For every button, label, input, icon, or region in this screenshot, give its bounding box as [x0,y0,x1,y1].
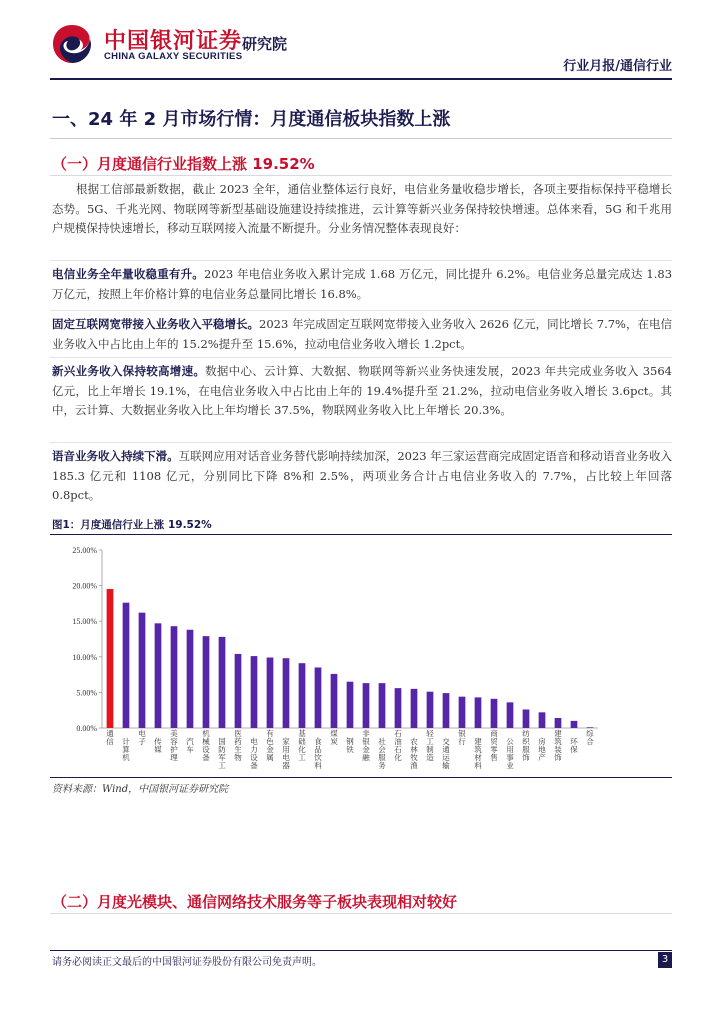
institute-label: 研究院 [242,35,288,53]
bar [507,702,514,728]
x-tick-label: 银行 [458,729,466,746]
body-paragraph [52,447,672,506]
x-tick-label: 农林牧渔 [410,737,418,770]
y-tick-label: 10.00% [72,652,97,662]
y-tick-label: 20.00% [72,581,97,591]
page-header [0,0,724,82]
x-tick-label: 社会服务 [378,737,386,770]
x-tick-label: 食品饮料 [314,737,322,770]
paragraph-divider [50,260,672,261]
body-paragraph [52,265,672,304]
bar [187,630,194,728]
paragraph-text: 2023 年完成固定互联网宽带接入业务收入 2626 亿元，同比增长 7.7%，在电信业务收入中占比由上年的 15.2%提升至 15.6%，拉动电信业务收入增长 1.2pct。 [52,317,672,351]
bar [155,623,162,728]
bar [523,709,530,728]
bar [203,636,210,728]
x-tick-label: 建筑材料 [474,737,482,770]
x-tick-label: 美容护理 [170,729,178,762]
paragraph-divider [50,357,672,358]
bar [443,693,450,728]
x-tick-label: 煤炭 [330,729,338,746]
bar [411,689,418,728]
report-category: 行业月报/通信行业 [563,59,672,74]
bar [475,697,482,728]
bar [587,727,594,728]
y-tick-label: 15.00% [72,617,97,627]
section-title: 一、24 年 2 月市场行情：月度通信板块指数上涨 [52,109,451,130]
bar [379,683,386,728]
bar [123,603,130,728]
footer-divider [50,950,672,951]
bar [107,589,114,728]
bar [219,637,226,728]
section-divider [50,138,672,139]
bar [331,674,338,728]
intro-paragraph: 根据工信部最新数据，截止 2023 全年，通信业整体运行良好，电信业务量收稳步增长，各项主要指标保持平稳增长态势。5G、千兆光网、物联网等新型基础设施建设持续推进，云计算等新兴业务保持较快增速。总体来看，5G 和千兆用户规模保持快速增长，移动互联网接入流量不断提升。分业务情况整体表现良好： [52,182,672,235]
y-tick-label: 0.00% [76,724,97,733]
x-tick-label: 建筑装饰 [554,729,562,762]
brand-name-cn: 中国银河证券 [104,29,243,54]
bar [571,721,578,728]
y-tick-label: 5.00% [76,688,97,698]
bar [139,613,146,728]
figure-top-rule [50,534,672,535]
subsection-title-1: （一）月度通信行业指数上涨 19.52% [52,155,315,173]
x-tick-label: 家用电器 [282,737,290,770]
bar [491,699,498,728]
industry-return-bar-chart [50,538,672,776]
source-note: 资料来源：Wind，中国银河证券研究院 [52,784,229,795]
x-tick-label: 石油石化 [394,729,402,762]
bar [267,658,274,728]
brand-name-en: CHINA GALAXY SECURITIES [104,51,243,62]
subsection-title-2: （二）月度光模块、通信网络技术服务等子板块表现相对较好 [52,893,458,911]
bar [395,688,402,728]
x-tick-label: 综合 [586,729,594,746]
paragraph-divider [50,442,672,443]
x-tick-label: 电子 [138,729,146,746]
x-tick-label: 通信 [106,729,114,746]
x-tick-label: 非银金融 [362,729,370,762]
subsection-divider-2 [50,913,672,914]
page-number: 3 [658,952,672,968]
header-divider [50,78,672,80]
figure-title: 图1：月度通信行业上涨 19.52% [52,519,212,531]
disclaimer-note: 请务必阅读正文最后的中国银河证券股份有限公司免责声明。 [52,957,322,968]
x-tick-label: 国防军工 [218,737,226,770]
x-tick-label: 公用事业 [506,737,514,770]
bar [283,658,290,728]
paragraph-lead: 新兴业务收入保持较高增速。 [52,364,206,378]
y-tick-label: 25.00% [72,546,97,555]
bar [363,683,370,728]
x-tick-label: 计算机 [122,737,130,762]
body-paragraph [52,315,672,354]
paragraph-lead: 语音业务收入持续下滑。 [52,449,179,463]
x-tick-label: 医药生物 [234,729,242,762]
bar [555,718,562,728]
x-tick-label: 汽车 [186,737,194,754]
x-tick-label: 基础化工 [298,729,306,762]
body-paragraph [52,362,672,421]
bar [171,626,178,728]
x-tick-label: 商贸零售 [490,729,498,762]
x-tick-label: 电力设备 [250,737,258,770]
paragraph-lead: 固定互联网宽带接入业务收入平稳增长。 [52,317,260,331]
figure-bottom-rule [50,777,672,778]
bar [251,656,258,728]
bar [315,667,322,728]
subsection-divider-1 [50,175,672,176]
bar [235,654,242,728]
x-tick-label: 环保 [570,737,578,754]
paragraph-divider [50,310,672,311]
x-tick-label: 有色金属 [266,729,274,762]
paragraph-text: 数据中心、云计算、大数据、物联网等新兴业务快速发展，2023 年共完成业务收入 3564 亿元，比上年增长 19.1%，在电信业务收入中占比由上年的 19.4%提升至 21.2%，拉动电信业务收入增长 3.6pct。其中，云计算、大数据业务收入比上年均增长 37.5%，物联网业务收入比上年增长 20.3%。 [52,364,672,417]
x-tick-label: 纺织服饰 [522,729,530,762]
x-tick-label: 房地产 [538,737,546,762]
bar [539,712,546,728]
paragraph-text: 2023 年电信业务收入累计完成 1.68 万亿元，同比提升 6.2%。电信业务总量完成达 1.83 万亿元，按照上年价格计算的电信业务总量同比增长 16.8%。 [52,267,673,301]
x-tick-label: 传媒 [154,737,162,754]
bar [459,697,466,728]
paragraph-lead: 电信业务全年量收稳重有升。 [52,267,204,281]
bar [299,663,306,728]
x-tick-label: 轻工制造 [426,729,434,762]
bar [427,692,434,728]
galaxy-logo-icon [50,22,94,66]
x-tick-label: 钢铁 [346,737,354,754]
x-tick-label: 机械设备 [202,729,210,762]
paragraph-text: 互联网应用对话音业务替代影响持续加深，2023 年三家运营商完成固定语音和移动语音业务收入 185.3 亿元和 1108 亿元，分别同比下降 8%和 2.5%，两项业务合计占电信业务收入的 7.7%，占比较上年回落 0.8pct。 [52,449,672,502]
x-tick-label: 交通运输 [442,737,450,770]
bar [347,682,354,728]
